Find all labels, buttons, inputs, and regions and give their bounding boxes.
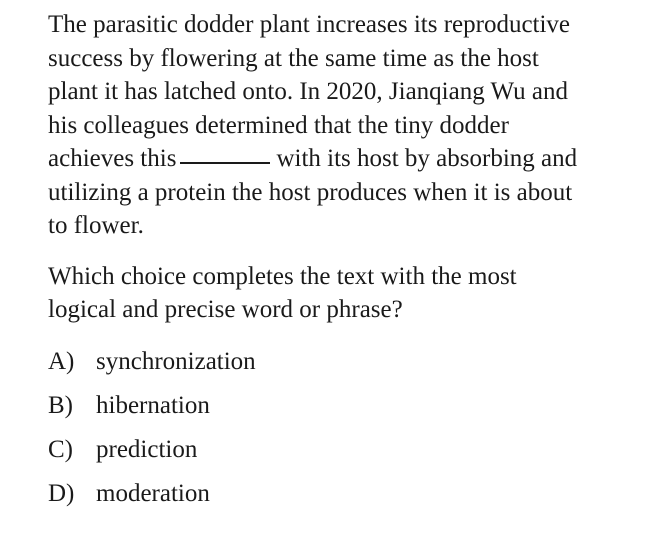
passage-line: to flower. <box>48 212 144 239</box>
passage-text: achieves this <box>48 145 177 172</box>
passage <box>48 8 648 243</box>
choice-c[interactable] <box>48 428 648 472</box>
question-line: logical and precise word or phrase? <box>48 296 403 323</box>
choice-text: hibernation <box>96 391 210 419</box>
question-prompt <box>48 260 648 327</box>
passage-text: with its host by absorbing and <box>276 145 578 172</box>
passage-line: plant it has latched onto. In 2020, Jianqiang Wu and <box>48 78 568 105</box>
choice-text: moderation <box>96 479 210 507</box>
choice-d[interactable] <box>48 472 648 516</box>
passage-line: success by flowering at the same time as the host <box>48 44 539 72</box>
question-card <box>48 8 648 516</box>
answer-blank <box>180 162 270 164</box>
choice-a[interactable] <box>48 340 648 384</box>
choice-letter: B) <box>48 391 73 419</box>
choice-text: synchronization <box>96 347 256 375</box>
question-line: Which choice completes the text with the most <box>48 262 517 290</box>
passage-line: his colleagues determined that the tiny dodder <box>48 111 509 139</box>
passage-line: The parasitic dodder plant increases its reproductive <box>48 11 571 38</box>
choice-letter: A) <box>48 347 75 375</box>
passage-line: utilizing a protein the host produces when it is about <box>48 178 573 206</box>
choice-b[interactable] <box>48 384 648 428</box>
choice-text: prediction <box>96 435 198 463</box>
choice-letter: C) <box>48 435 73 463</box>
choice-letter: D) <box>48 479 75 507</box>
answer-choices <box>48 340 648 516</box>
passage-line-with-blank <box>48 142 648 176</box>
